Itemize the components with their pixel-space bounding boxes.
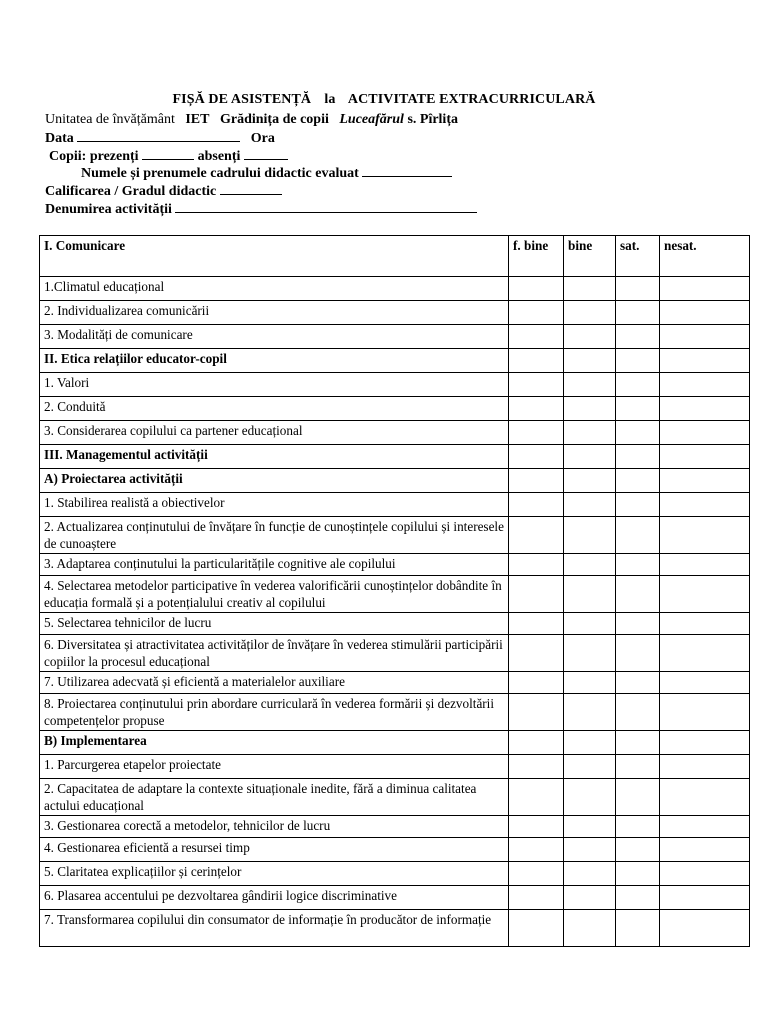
title-activity-type: ACTIVITATE EXTRACURRICULARĂ — [347, 92, 596, 107]
table-row — [40, 469, 750, 493]
rating-cell-sat[interactable] — [616, 816, 660, 838]
children-absent-label: absenți — [197, 149, 241, 164]
criterion-label: 3. Adaptarea conținutului la particularitățile cognitive ale copilului — [40, 554, 509, 576]
rating-cell-sat[interactable] — [616, 554, 660, 576]
form-title — [0, 92, 768, 108]
table-row — [40, 779, 750, 816]
rating-cell-nesat[interactable] — [660, 613, 750, 635]
table-row — [40, 554, 750, 576]
table-row — [40, 886, 750, 910]
rating-cell-bine[interactable] — [564, 910, 616, 947]
section-heading: A) Proiectarea activității — [40, 469, 509, 493]
qualification-label: Calificarea / Gradul didactic — [45, 184, 217, 199]
rating-cell-f-bine[interactable] — [509, 755, 564, 779]
table-row — [40, 755, 750, 779]
rating-cell-sat[interactable] — [616, 277, 660, 301]
teacher-line — [81, 164, 452, 182]
criterion-label: 1. Stabilirea realistă a obiectivelor — [40, 493, 509, 517]
rating-cell-f-bine[interactable] — [509, 469, 564, 493]
rating-cell-sat[interactable] — [616, 373, 660, 397]
rating-cell-nesat[interactable] — [660, 694, 750, 731]
section-heading: III. Managementul activității — [40, 445, 509, 469]
rating-cell-bine[interactable] — [564, 349, 616, 373]
rating-cell-sat[interactable] — [616, 493, 660, 517]
rating-cell-sat[interactable] — [616, 779, 660, 816]
rating-cell-f-bine[interactable] — [509, 635, 564, 672]
rating-cell-f-bine[interactable] — [509, 301, 564, 325]
rating-cell-bine[interactable] — [564, 886, 616, 910]
rating-cell-nesat[interactable] — [660, 576, 750, 613]
criterion-label: 6. Plasarea accentului pe dezvoltarea gândirii logice discriminative — [40, 886, 509, 910]
rating-cell-f-bine[interactable] — [509, 421, 564, 445]
table-row — [40, 325, 750, 349]
rating-cell-nesat[interactable] — [660, 816, 750, 838]
criterion-label: 8. Proiectarea conținutului prin abordare curriculară în vederea formării și dezvoltării competențelor propuse — [40, 694, 509, 731]
rating-cell-f-bine[interactable] — [509, 349, 564, 373]
children-present-label: Copii: prezenți — [49, 149, 139, 164]
rating-cell-bine[interactable] — [564, 576, 616, 613]
criterion-label: 1. Parcurgerea etapelor proiectate — [40, 755, 509, 779]
rating-cell-sat[interactable] — [616, 421, 660, 445]
rating-cell-sat[interactable] — [616, 517, 660, 554]
rating-cell-nesat[interactable] — [660, 421, 750, 445]
rating-cell-nesat[interactable] — [660, 373, 750, 397]
rating-cell-nesat[interactable] — [660, 862, 750, 886]
criterion-label: 3. Modalități de comunicare — [40, 325, 509, 349]
rating-cell-sat[interactable] — [616, 694, 660, 731]
table-row — [40, 421, 750, 445]
children-present-blank[interactable] — [142, 147, 194, 160]
header-sat: sat. — [616, 236, 660, 277]
rating-cell-nesat[interactable] — [660, 349, 750, 373]
children-absent-blank[interactable] — [244, 147, 288, 160]
rating-cell-bine[interactable] — [564, 493, 616, 517]
rating-cell-bine[interactable] — [564, 554, 616, 576]
rating-cell-f-bine[interactable] — [509, 277, 564, 301]
criterion-label: 7. Utilizarea adecvată și eficientă a materialelor auxiliare — [40, 672, 509, 694]
table-row — [40, 694, 750, 731]
title-la: la — [324, 92, 336, 107]
table-row — [40, 862, 750, 886]
rating-cell-sat[interactable] — [616, 910, 660, 947]
rating-cell-nesat[interactable] — [660, 779, 750, 816]
section-heading: II. Etica relațiilor educator-copil — [40, 349, 509, 373]
rating-cell-sat[interactable] — [616, 469, 660, 493]
rating-cell-bine[interactable] — [564, 469, 616, 493]
rating-cell-nesat[interactable] — [660, 493, 750, 517]
rating-cell-sat[interactable] — [616, 301, 660, 325]
rating-cell-f-bine[interactable] — [509, 779, 564, 816]
activity-name-label: Denumirea activității — [45, 202, 172, 217]
header-f-bine: f. bine — [509, 236, 564, 277]
section-heading: B) Implementarea — [40, 731, 509, 755]
teacher-name-label: Numele și prenumele cadrului didactic evaluat — [81, 166, 359, 181]
table-row — [40, 373, 750, 397]
evaluation-table — [39, 235, 750, 947]
header-nesat: nesat. — [660, 236, 750, 277]
rating-cell-bine[interactable] — [564, 277, 616, 301]
activity-line — [45, 200, 477, 218]
rating-cell-bine[interactable] — [564, 816, 616, 838]
rating-cell-nesat[interactable] — [660, 838, 750, 862]
rating-cell-nesat[interactable] — [660, 517, 750, 554]
rating-cell-nesat[interactable] — [660, 731, 750, 755]
rating-cell-f-bine[interactable] — [509, 576, 564, 613]
criterion-label: 5. Selectarea tehnicilor de lucru — [40, 613, 509, 635]
table-row — [40, 301, 750, 325]
rating-cell-sat[interactable] — [616, 445, 660, 469]
rating-cell-nesat[interactable] — [660, 886, 750, 910]
rating-cell-f-bine[interactable] — [509, 672, 564, 694]
rating-cell-sat[interactable] — [616, 838, 660, 862]
rating-cell-f-bine[interactable] — [509, 816, 564, 838]
rating-cell-nesat[interactable] — [660, 397, 750, 421]
criterion-label: 4. Selectarea metodelor participative în vederea valorificării cunoștințelor dobândite în educația formală și a potențialului creativ al copilului — [40, 576, 509, 613]
rating-cell-sat[interactable] — [616, 349, 660, 373]
criterion-label: 2. Conduită — [40, 397, 509, 421]
rating-cell-sat[interactable] — [616, 755, 660, 779]
unit-place: s. Pîrlița — [407, 112, 458, 127]
rating-cell-nesat[interactable] — [660, 910, 750, 947]
activity-name-blank[interactable] — [175, 200, 477, 213]
rating-cell-bine[interactable] — [564, 635, 616, 672]
rating-cell-sat[interactable] — [616, 731, 660, 755]
rating-cell-bine[interactable] — [564, 517, 616, 554]
rating-cell-bine[interactable] — [564, 694, 616, 731]
rating-cell-bine[interactable] — [564, 755, 616, 779]
table-row — [40, 910, 750, 947]
rating-cell-bine[interactable] — [564, 731, 616, 755]
unit-label: Unitatea de învățământ — [45, 112, 175, 127]
table-row — [40, 493, 750, 517]
rating-cell-bine[interactable] — [564, 838, 616, 862]
unit-line — [45, 111, 458, 128]
rating-cell-f-bine[interactable] — [509, 554, 564, 576]
rating-cell-f-bine[interactable] — [509, 397, 564, 421]
rating-cell-nesat[interactable] — [660, 325, 750, 349]
rating-cell-bine[interactable] — [564, 445, 616, 469]
rating-cell-nesat[interactable] — [660, 554, 750, 576]
date-label: Data — [45, 131, 74, 146]
rating-cell-f-bine[interactable] — [509, 613, 564, 635]
unit-name: Luceafărul — [339, 112, 404, 127]
table-row — [40, 635, 750, 672]
criterion-label: 1.Climatul educațional — [40, 277, 509, 301]
rating-cell-bine[interactable] — [564, 613, 616, 635]
rating-cell-bine[interactable] — [564, 862, 616, 886]
rating-cell-bine[interactable] — [564, 373, 616, 397]
rating-cell-f-bine[interactable] — [509, 910, 564, 947]
table-row — [40, 349, 750, 373]
rating-cell-sat[interactable] — [616, 886, 660, 910]
table-row — [40, 731, 750, 755]
table-row — [40, 517, 750, 554]
rating-cell-bine[interactable] — [564, 325, 616, 349]
rating-cell-f-bine[interactable] — [509, 445, 564, 469]
rating-cell-f-bine[interactable] — [509, 838, 564, 862]
date-blank[interactable] — [77, 129, 240, 142]
table-row — [40, 816, 750, 838]
rating-cell-f-bine[interactable] — [509, 886, 564, 910]
teacher-name-blank[interactable] — [362, 164, 452, 177]
criterion-label: 5. Claritatea explicațiilor și cerințelor — [40, 862, 509, 886]
rating-cell-bine[interactable] — [564, 779, 616, 816]
criterion-label: 2. Individualizarea comunicării — [40, 301, 509, 325]
qualification-blank[interactable] — [220, 182, 282, 195]
criterion-label: 1. Valori — [40, 373, 509, 397]
table-row — [40, 576, 750, 613]
header-section-comunicare: I. Comunicare — [40, 236, 509, 277]
rating-cell-f-bine[interactable] — [509, 325, 564, 349]
table-row — [40, 397, 750, 421]
criterion-label: 2. Capacitatea de adaptare la contexte situaționale inedite, fără a diminua calitatea actului educațional — [40, 779, 509, 816]
rating-cell-f-bine[interactable] — [509, 493, 564, 517]
rating-cell-sat[interactable] — [616, 635, 660, 672]
rating-cell-sat[interactable] — [616, 576, 660, 613]
qualification-line — [45, 182, 282, 200]
unit-gradinita: Grădinița de copii — [219, 112, 329, 127]
rating-cell-sat[interactable] — [616, 862, 660, 886]
rating-cell-nesat[interactable] — [660, 301, 750, 325]
criterion-label: 3. Considerarea copilului ca partener educațional — [40, 421, 509, 445]
rating-cell-f-bine[interactable] — [509, 373, 564, 397]
date-line — [45, 129, 275, 147]
children-line — [49, 147, 288, 165]
rating-cell-sat[interactable] — [616, 613, 660, 635]
rating-cell-nesat[interactable] — [660, 277, 750, 301]
rating-cell-bine[interactable] — [564, 397, 616, 421]
rating-cell-nesat[interactable] — [660, 635, 750, 672]
rating-cell-bine[interactable] — [564, 421, 616, 445]
rating-cell-f-bine[interactable] — [509, 694, 564, 731]
title-main: FIȘĂ DE ASISTENȚĂ — [172, 92, 312, 107]
rating-cell-sat[interactable] — [616, 672, 660, 694]
rating-cell-f-bine[interactable] — [509, 731, 564, 755]
rating-cell-f-bine[interactable] — [509, 517, 564, 554]
table-row — [40, 672, 750, 694]
table-row — [40, 277, 750, 301]
criterion-label: 6. Diversitatea și atractivitatea activităților de învățare în vederea stimulării participării copiilor la procesul educațional — [40, 635, 509, 672]
criterion-label: 7. Transformarea copilului din consumator de informație în producător de informație — [40, 910, 509, 947]
criterion-label: 2. Actualizarea conținutului de învățare în funcție de cunoștințele copilului și interesele de cunoaștere — [40, 517, 509, 554]
header-bine: bine — [564, 236, 616, 277]
criterion-label: 4. Gestionarea eficientă a resursei timp — [40, 838, 509, 862]
unit-iet: IET — [185, 112, 210, 127]
table-header-row — [40, 236, 750, 277]
criterion-label: 3. Gestionarea corectă a metodelor, tehnicilor de lucru — [40, 816, 509, 838]
rating-cell-sat[interactable] — [616, 325, 660, 349]
table-row — [40, 838, 750, 862]
table-row — [40, 445, 750, 469]
rating-cell-f-bine[interactable] — [509, 862, 564, 886]
time-label: Ora — [250, 131, 275, 146]
rating-cell-nesat[interactable] — [660, 469, 750, 493]
rating-cell-bine[interactable] — [564, 301, 616, 325]
rating-cell-bine[interactable] — [564, 672, 616, 694]
rating-cell-sat[interactable] — [616, 397, 660, 421]
rating-cell-nesat[interactable] — [660, 755, 750, 779]
rating-cell-nesat[interactable] — [660, 445, 750, 469]
rating-cell-nesat[interactable] — [660, 672, 750, 694]
table-row — [40, 613, 750, 635]
